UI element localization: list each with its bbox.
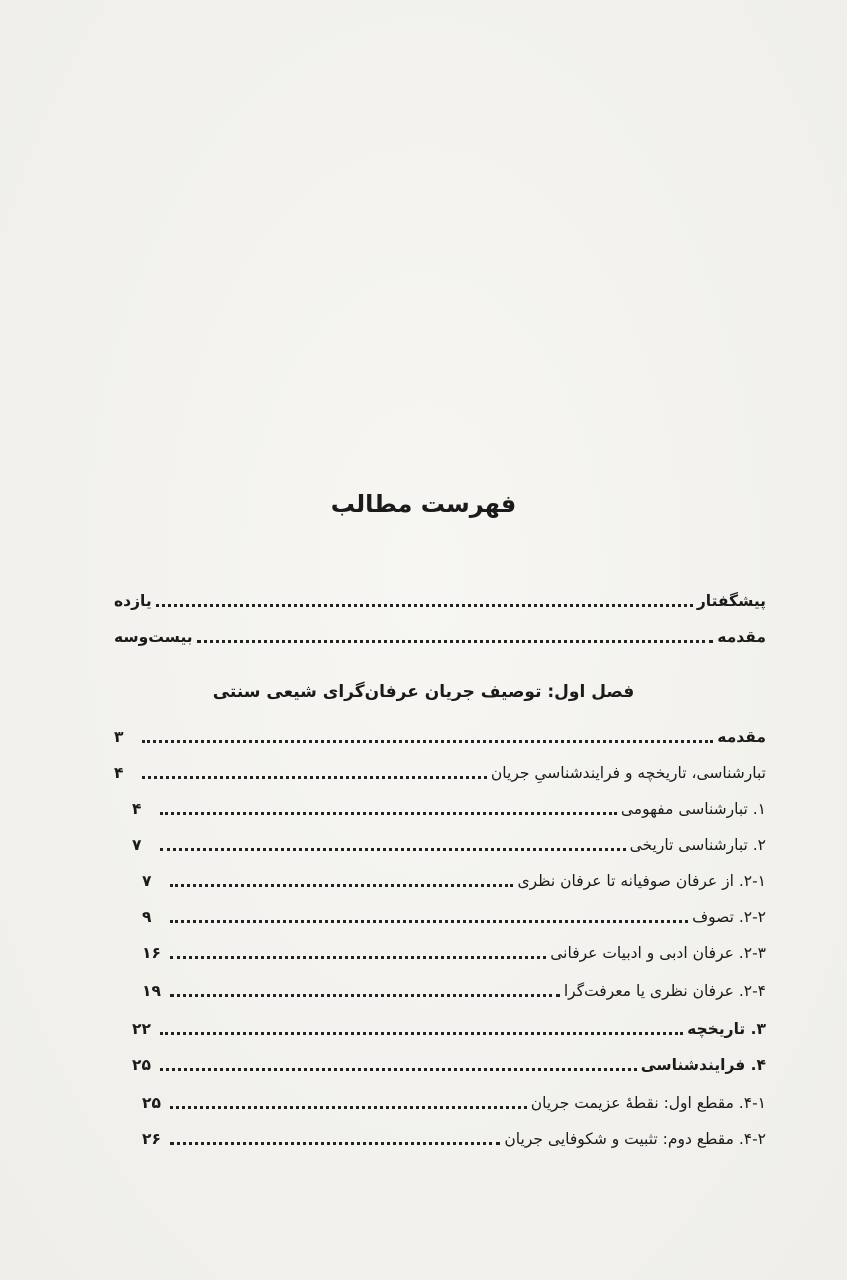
toc-entry[interactable]	[132, 832, 766, 858]
toc-entry-page: ۱۶	[142, 944, 161, 962]
dot-leader	[160, 1068, 637, 1071]
toc-entry[interactable]	[132, 1016, 766, 1042]
chapter-heading: فصل اول: توصیف جریان عرفان‌گرای شیعی سنتی	[212, 682, 635, 702]
toc-entry-page: ۲۲	[132, 1020, 151, 1038]
toc-entry-label: پیشگفتار	[696, 592, 766, 610]
toc-entry[interactable]	[142, 940, 766, 966]
toc-entry[interactable]	[132, 796, 766, 822]
toc-entry-page: ۱۹	[142, 982, 161, 1000]
toc-entry-label: ۴-۲. مقطع دوم: تثبیت و شکوفایی جریان	[504, 1130, 766, 1148]
toc-entry-label: ۲-۴. عرفان نظری یا معرفت‌گرا	[563, 982, 766, 1000]
dot-leader	[197, 640, 714, 643]
dot-leader	[170, 1106, 527, 1109]
toc-entry[interactable]	[114, 724, 766, 750]
toc-entry-label: مقدمه	[717, 628, 766, 646]
dot-leader	[170, 920, 688, 923]
dot-leader	[170, 956, 546, 959]
toc-entry-page: ۳	[114, 728, 124, 746]
toc-entry-label: مقدمه	[717, 728, 766, 746]
dot-leader	[156, 604, 693, 607]
toc-entry-page: ۲۶	[142, 1130, 161, 1148]
toc-entry-introduction[interactable]	[114, 624, 766, 650]
dot-leader	[170, 1142, 500, 1145]
toc-entry[interactable]	[142, 904, 766, 930]
dot-leader	[142, 776, 487, 779]
toc-entry-preface[interactable]	[114, 588, 766, 614]
toc-entry-label: ۲-۳. عرفان ادبی و ادبیات عرفانی	[550, 944, 766, 962]
toc-entry-page: بیست‌وسه	[114, 628, 193, 646]
toc-entry-page: ۲۵	[142, 1094, 161, 1112]
toc-entry-label: ۲. تبارشناسی تاریخی	[629, 836, 766, 854]
toc-entry-label: ۲-۱. از عرفان صوفیانه تا عرفان نظری	[517, 872, 766, 890]
toc-entry[interactable]	[142, 1126, 766, 1152]
toc-entry[interactable]	[142, 868, 766, 894]
toc-entry-label: ۱. تبارشناسی مفهومی	[620, 800, 766, 818]
toc-entry-page: یازده	[114, 592, 152, 610]
toc-entry-page: ۴	[132, 800, 142, 818]
toc-entry[interactable]	[132, 1052, 766, 1078]
dot-leader	[170, 884, 513, 887]
dot-leader	[170, 994, 560, 997]
toc-entry-label: ۲-۲. تصوف	[692, 908, 766, 926]
toc-entry-label: ۳. تاریخچه	[687, 1020, 766, 1038]
toc-entry-page: ۷	[142, 872, 152, 890]
toc-entry-label: ۴. فرایندشناسی	[640, 1056, 766, 1074]
toc-entry-label: ۴-۱. مقطع اول: نقطهٔ عزیمت جریان	[530, 1094, 766, 1112]
toc-entry-page: ۹	[142, 908, 152, 926]
toc-entry-page: ۷	[132, 836, 142, 854]
toc-entry[interactable]	[114, 760, 766, 786]
toc-entry-page: ۲۵	[132, 1056, 151, 1074]
dot-leader	[160, 1032, 683, 1035]
page-title: فهرست مطالب	[330, 490, 517, 518]
toc-entry-page: ۴	[114, 764, 124, 782]
dot-leader	[160, 812, 617, 815]
toc-entry[interactable]	[142, 1090, 766, 1116]
dot-leader	[160, 848, 626, 851]
toc-entry[interactable]	[142, 978, 766, 1004]
toc-entry-label: تبارشناسی، تاریخچه و فرایندشناسیِ جریان	[490, 764, 766, 782]
dot-leader	[142, 740, 713, 743]
